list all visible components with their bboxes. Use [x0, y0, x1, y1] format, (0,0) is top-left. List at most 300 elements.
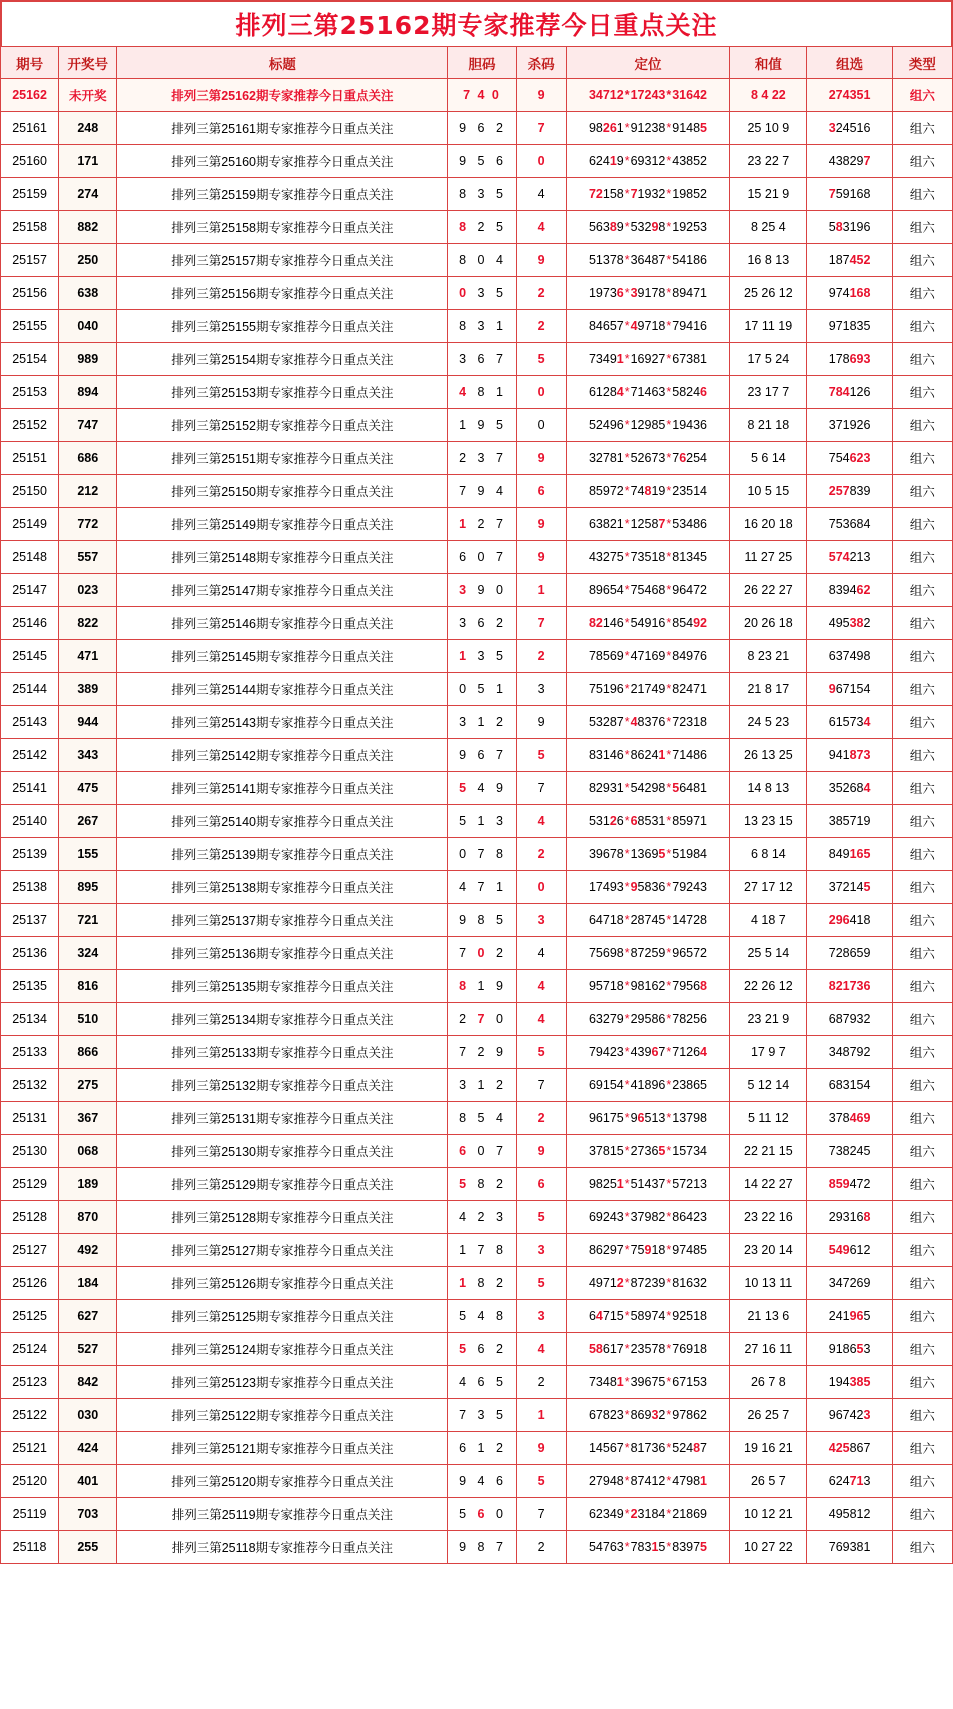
digit: 1	[602, 814, 610, 828]
table-row[interactable]	[1, 1036, 953, 1069]
digit: 6	[658, 616, 666, 630]
digit: 1	[616, 1375, 624, 1389]
cell-dan-code	[448, 838, 516, 871]
digit: 1	[856, 1474, 864, 1488]
digit: 7	[609, 484, 617, 498]
cell-sha-code: 2	[516, 277, 566, 310]
digit: 7	[672, 451, 680, 465]
separator-dot: *	[666, 1078, 672, 1092]
table-row[interactable]	[1, 1432, 953, 1465]
digit: 5	[616, 550, 624, 564]
digit: 0	[459, 286, 469, 300]
cell-title[interactable]: 排列三第25128期专家推荐今日重点关注	[117, 1201, 448, 1234]
cell-title[interactable]: 排列三第25151期专家推荐今日重点关注	[117, 442, 448, 475]
table-row[interactable]	[1, 1003, 953, 1036]
digit: 9	[849, 418, 857, 432]
digit: 7	[588, 187, 596, 201]
cell-title[interactable]: 排列三第25139期专家推荐今日重点关注	[117, 838, 448, 871]
cell-title[interactable]: 排列三第25149期专家推荐今日重点关注	[117, 508, 448, 541]
cell-title[interactable]: 排列三第25142期专家推荐今日重点关注	[117, 739, 448, 772]
cell-position	[566, 409, 730, 442]
digit: 9	[672, 1309, 680, 1323]
digit: 8	[828, 1177, 836, 1191]
cell-open-number: 275	[59, 1069, 117, 1102]
cell-title[interactable]: 排列三第25131期专家推荐今日重点关注	[117, 1102, 448, 1135]
digit: 4	[828, 616, 836, 630]
digit: 8	[842, 1111, 850, 1125]
cell-title[interactable]: 排列三第25141期专家推荐今日重点关注	[117, 772, 448, 805]
digit: 4	[686, 121, 694, 135]
digit: 5	[609, 319, 617, 333]
digit: 4	[842, 1375, 850, 1389]
cell-type: 组六	[892, 376, 952, 409]
digit: 9	[616, 154, 624, 168]
digit: 1	[637, 1441, 645, 1455]
digit: 6	[616, 748, 624, 762]
table-row[interactable]	[1, 1135, 953, 1168]
cell-position	[566, 838, 730, 871]
table-row[interactable]	[1, 1267, 953, 1300]
digit: 7	[828, 1540, 836, 1554]
digit: 3	[616, 1408, 624, 1422]
digit: 4	[672, 1474, 680, 1488]
digit: 1	[842, 418, 850, 432]
cell-title[interactable]: 排列三第25119期专家推荐今日重点关注	[117, 1498, 448, 1531]
table-row[interactable]	[1, 871, 953, 904]
table-row[interactable]	[1, 211, 953, 244]
cell-dan-code	[448, 1465, 516, 1498]
cell-title[interactable]: 排列三第25137期专家推荐今日重点关注	[117, 904, 448, 937]
cell-sum: 26 7 8	[730, 1366, 807, 1399]
cell-title[interactable]: 排列三第25143期专家推荐今日重点关注	[117, 706, 448, 739]
cell-title[interactable]: 排列三第25161期专家推荐今日重点关注	[117, 112, 448, 145]
cell-type: 组六	[892, 1069, 952, 1102]
digit: 9	[644, 352, 652, 366]
digit: 9	[495, 1045, 505, 1059]
table-row[interactable]	[1, 178, 953, 211]
digit: 7	[658, 1045, 666, 1059]
cell-title[interactable]: 排列三第25162期专家推荐今日重点关注	[117, 79, 448, 112]
cell-sha-code: 4	[516, 178, 566, 211]
table-row[interactable]	[1, 1234, 953, 1267]
digit: 9	[459, 748, 469, 762]
table-row[interactable]	[1, 739, 953, 772]
table-row[interactable]	[1, 1465, 953, 1498]
cell-title[interactable]: 排列三第25150期专家推荐今日重点关注	[117, 475, 448, 508]
cell-title[interactable]: 排列三第25160期专家推荐今日重点关注	[117, 145, 448, 178]
digit: 6	[658, 715, 666, 729]
digit: 7	[644, 1441, 652, 1455]
table-row[interactable]	[1, 1498, 953, 1531]
digit: 3	[693, 1144, 701, 1158]
cell-position	[566, 376, 730, 409]
separator-dot: *	[666, 1177, 672, 1191]
digit: 7	[637, 1276, 645, 1290]
table-row[interactable]	[1, 112, 953, 145]
digit: 1	[693, 1342, 701, 1356]
digit: 9	[658, 682, 666, 696]
table-row[interactable]	[1, 1366, 953, 1399]
digit: 1	[588, 880, 596, 894]
cell-title[interactable]: 排列三第25156期专家推荐今日重点关注	[117, 277, 448, 310]
digit: 5	[835, 781, 843, 795]
digit: 8	[693, 121, 701, 135]
digit: 7	[693, 814, 701, 828]
cell-title[interactable]: 排列三第25159期专家推荐今日重点关注	[117, 178, 448, 211]
cell-title[interactable]: 排列三第25154期专家推荐今日重点关注	[117, 343, 448, 376]
digit: 2	[616, 484, 624, 498]
cell-title[interactable]: 排列三第25146期专家推荐今日重点关注	[117, 607, 448, 640]
digit: 9	[679, 220, 687, 234]
cell-title[interactable]: 排列三第25134期专家推荐今日重点关注	[117, 1003, 448, 1036]
digit: 6	[828, 649, 836, 663]
table-row[interactable]	[1, 244, 953, 277]
digit: 9	[459, 154, 469, 168]
digit: 4	[477, 1309, 487, 1323]
cell-sha-code: 0	[516, 145, 566, 178]
separator-dot: *	[624, 352, 630, 366]
table-row[interactable]	[1, 706, 953, 739]
cell-sum: 26 22 27	[730, 574, 807, 607]
cell-position	[566, 343, 730, 376]
cell-zuxuan	[807, 1003, 892, 1036]
digit: 1	[856, 913, 864, 927]
digit: 2	[686, 451, 694, 465]
digit: 8	[616, 979, 624, 993]
cell-issue: 25135	[1, 970, 59, 1003]
digit: 9	[644, 1408, 652, 1422]
cell-dan-code	[448, 1003, 516, 1036]
separator-dot: *	[666, 352, 672, 366]
digit: 2	[863, 1507, 871, 1521]
cell-sha-code: 7	[516, 607, 566, 640]
digit: 8	[835, 814, 843, 828]
table-row[interactable]	[1, 1168, 953, 1201]
separator-dot: *	[624, 1474, 630, 1488]
table-row[interactable]	[1, 640, 953, 673]
cell-title[interactable]: 排列三第25145期专家推荐今日重点关注	[117, 640, 448, 673]
cell-open-number: 895	[59, 871, 117, 904]
digit: 8	[835, 1012, 843, 1026]
table-row[interactable]	[1, 409, 953, 442]
digit: 9	[616, 1012, 624, 1026]
table-row[interactable]	[1, 970, 953, 1003]
cell-title[interactable]: 排列三第25155期专家推荐今日重点关注	[117, 310, 448, 343]
digit: 5	[856, 1078, 864, 1092]
cell-title[interactable]: 排列三第25124期专家推荐今日重点关注	[117, 1333, 448, 1366]
table-row[interactable]	[1, 343, 953, 376]
digit: 3	[477, 286, 487, 300]
digit: 4	[651, 682, 659, 696]
cell-dan-code	[448, 145, 516, 178]
digit: 9	[842, 583, 850, 597]
table-row[interactable]	[1, 1531, 953, 1564]
digit: 3	[693, 418, 701, 432]
digit: 2	[835, 121, 843, 135]
digit: 3	[849, 1540, 857, 1554]
digit: 5	[849, 121, 857, 135]
digit: 1	[863, 1540, 871, 1554]
cell-issue: 25162	[1, 79, 59, 112]
digit: 9	[477, 418, 487, 432]
digit: 8	[658, 220, 666, 234]
table-row[interactable]	[1, 1201, 953, 1234]
digit: 6	[849, 451, 857, 465]
digit: 7	[495, 1144, 505, 1158]
digit: 7	[616, 319, 624, 333]
digit: 2	[828, 1309, 836, 1323]
table-row[interactable]	[1, 607, 953, 640]
cell-open-number: 816	[59, 970, 117, 1003]
digit: 5	[495, 220, 505, 234]
digit: 7	[686, 1144, 694, 1158]
cell-title[interactable]: 排列三第25118期专家推荐今日重点关注	[117, 1531, 448, 1564]
cell-open-number: 703	[59, 1498, 117, 1531]
cell-dan-code	[448, 1432, 516, 1465]
digit: 3	[842, 1078, 850, 1092]
cell-position	[566, 673, 730, 706]
cell-sum: 22 26 12	[730, 970, 807, 1003]
cell-title[interactable]: 排列三第25144期专家推荐今日重点关注	[117, 673, 448, 706]
cell-title[interactable]: 排列三第25129期专家推荐今日重点关注	[117, 1168, 448, 1201]
cell-title[interactable]: 排列三第25123期专家推荐今日重点关注	[117, 1366, 448, 1399]
digit: 3	[863, 1342, 871, 1356]
table-row[interactable]	[1, 1102, 953, 1135]
cell-position: 34712*17243*31642	[566, 79, 730, 112]
table-row[interactable]	[1, 475, 953, 508]
cell-title[interactable]: 排列三第25130期专家推荐今日重点关注	[117, 1135, 448, 1168]
digit: 3	[686, 715, 694, 729]
digit: 8	[700, 913, 707, 927]
digit: 4	[686, 517, 694, 531]
digit: 2	[686, 1012, 694, 1026]
cell-title[interactable]: 排列三第25158期专家推荐今日重点关注	[117, 211, 448, 244]
separator-dot: *	[624, 418, 630, 432]
cell-title[interactable]: 排列三第25157期专家推荐今日重点关注	[117, 244, 448, 277]
table-row[interactable]	[1, 1069, 953, 1102]
digit: 7	[644, 319, 652, 333]
digit: 2	[644, 121, 652, 135]
digit: 8	[637, 715, 645, 729]
cell-type: 组六	[892, 1465, 952, 1498]
cell-title[interactable]: 排列三第25152期专家推荐今日重点关注	[117, 409, 448, 442]
digit: 6	[595, 1243, 603, 1257]
digit: 9	[637, 286, 645, 300]
cell-type: 组六	[892, 541, 952, 574]
digit: 1	[477, 715, 487, 729]
digit: 4	[693, 550, 701, 564]
digit: 1	[849, 1078, 857, 1092]
cell-title[interactable]: 排列三第25125期专家推荐今日重点关注	[117, 1300, 448, 1333]
cell-title[interactable]: 排列三第25138期专家推荐今日重点关注	[117, 871, 448, 904]
digit: 5	[644, 1111, 652, 1125]
digit: 4	[637, 484, 645, 498]
digit: 2	[602, 1210, 610, 1224]
digit: 8	[609, 715, 617, 729]
table-row[interactable]	[1, 376, 953, 409]
digit: 2	[595, 451, 603, 465]
digit: 6	[863, 979, 871, 993]
cell-sha-code: 2	[516, 1102, 566, 1135]
digit: 9	[616, 649, 624, 663]
cell-dan-code	[448, 673, 516, 706]
table-row[interactable]	[1, 1333, 953, 1366]
digit: 4	[828, 154, 836, 168]
digit: 2	[644, 1276, 652, 1290]
digit: 5	[672, 385, 680, 399]
digit: 6	[609, 1441, 617, 1455]
cell-title[interactable]: 排列三第25153期专家推荐今日重点关注	[117, 376, 448, 409]
digit: 7	[672, 319, 680, 333]
cell-title[interactable]: 排列三第25120期专家推荐今日重点关注	[117, 1465, 448, 1498]
cell-type: 组六	[892, 574, 952, 607]
table-row[interactable]	[1, 145, 953, 178]
digit: 0	[459, 847, 469, 861]
digit: 5	[609, 1177, 617, 1191]
digit: 8	[672, 1210, 680, 1224]
digit: 7	[835, 319, 843, 333]
digit: 4	[595, 1309, 603, 1323]
cell-issue: 25131	[1, 1102, 59, 1135]
cell-title[interactable]: 排列三第25127期专家推荐今日重点关注	[117, 1234, 448, 1267]
digit: 0	[495, 1507, 505, 1521]
table-row[interactable]	[1, 838, 953, 871]
digit: 7	[842, 1012, 850, 1026]
cell-title[interactable]: 排列三第25121期专家推荐今日重点关注	[117, 1432, 448, 1465]
cell-issue: 25133	[1, 1036, 59, 1069]
digit: 7	[459, 946, 469, 960]
separator-dot: *	[624, 1177, 630, 1191]
digit: 7	[856, 1177, 864, 1191]
digit: 7	[616, 715, 624, 729]
digit: 5	[616, 1144, 624, 1158]
cell-issue: 25128	[1, 1201, 59, 1234]
digit: 6	[856, 1276, 864, 1290]
digit: 2	[679, 715, 687, 729]
cell-sha-code: 1	[516, 1399, 566, 1432]
digit: 5	[595, 484, 603, 498]
digit: 5	[658, 1144, 666, 1158]
cell-zuxuan	[807, 145, 892, 178]
digit: 9	[856, 352, 864, 366]
digit: 3	[477, 451, 487, 465]
cell-zuxuan	[807, 1531, 892, 1564]
cell-title[interactable]: 排列三第25133期专家推荐今日重点关注	[117, 1036, 448, 1069]
digit: 3	[495, 814, 505, 828]
digit: 4	[863, 781, 871, 795]
column-header-dan: 胆码	[448, 47, 516, 79]
digit: 7	[835, 550, 843, 564]
cell-type: 组六	[892, 871, 952, 904]
digit: 3	[856, 484, 864, 498]
table-row[interactable]	[1, 805, 953, 838]
digit: 1	[651, 1474, 659, 1488]
digit: 1	[609, 1342, 617, 1356]
separator-dot: *	[666, 121, 672, 135]
table-row[interactable]	[1, 574, 953, 607]
digit: 9	[637, 1012, 645, 1026]
digit: 8	[863, 187, 871, 201]
cell-open-number: 747	[59, 409, 117, 442]
digit: 5	[602, 649, 610, 663]
digit: 5	[672, 847, 680, 861]
table-row[interactable]	[1, 442, 953, 475]
digit: 3	[651, 1441, 659, 1455]
digit: 9	[658, 484, 666, 498]
digit: 1	[693, 1177, 701, 1191]
table-row[interactable]	[1, 1300, 953, 1333]
digit: 4	[835, 1045, 843, 1059]
digit: 2	[609, 1408, 617, 1422]
digit: 1	[477, 814, 487, 828]
digit: 1	[700, 286, 707, 300]
cell-open-number: 510	[59, 1003, 117, 1036]
cell-sum: 6 8 14	[730, 838, 807, 871]
digit: 3	[637, 1045, 645, 1059]
digit: 1	[856, 550, 864, 564]
cell-zuxuan	[807, 1432, 892, 1465]
table-row[interactable]	[1, 673, 953, 706]
digit: 8	[849, 484, 857, 498]
digit: 8	[842, 1144, 850, 1158]
digit: 1	[828, 1375, 836, 1389]
cell-sum: 17 11 19	[730, 310, 807, 343]
table-row[interactable]	[1, 772, 953, 805]
digit: 2	[863, 1012, 871, 1026]
digit: 3	[644, 715, 652, 729]
cell-sum: 26 13 25	[730, 739, 807, 772]
digit: 3	[609, 286, 617, 300]
digit: 8	[477, 385, 487, 399]
digit: 3	[595, 814, 603, 828]
table-row[interactable]	[1, 508, 953, 541]
table-row[interactable]	[1, 937, 953, 970]
cell-title[interactable]: 排列三第25132期专家推荐今日重点关注	[117, 1069, 448, 1102]
cell-title[interactable]: 排列三第25148期专家推荐今日重点关注	[117, 541, 448, 574]
table-row[interactable]	[1, 1399, 953, 1432]
digit: 7	[637, 1144, 645, 1158]
cell-title[interactable]: 排列三第25140期专家推荐今日重点关注	[117, 805, 448, 838]
cell-title[interactable]: 排列三第25126期专家推荐今日重点关注	[117, 1267, 448, 1300]
table-row[interactable]	[1, 904, 953, 937]
digit: 1	[616, 781, 624, 795]
cell-sha-code: 6	[516, 475, 566, 508]
digit: 6	[609, 649, 617, 663]
table-row[interactable]	[1, 79, 953, 112]
digit: 6	[609, 1540, 617, 1554]
cell-zuxuan	[807, 310, 892, 343]
digit: 6	[637, 748, 645, 762]
digit: 2	[630, 913, 638, 927]
digit: 6	[644, 451, 652, 465]
digit: 8	[693, 1474, 701, 1488]
cell-title[interactable]: 排列三第25147期专家推荐今日重点关注	[117, 574, 448, 607]
cell-title[interactable]: 排列三第25136期专家推荐今日重点关注	[117, 937, 448, 970]
digit: 9	[630, 121, 638, 135]
table-row[interactable]	[1, 310, 953, 343]
cell-title[interactable]: 排列三第25135期专家推荐今日重点关注	[117, 970, 448, 1003]
digit: 4	[616, 583, 624, 597]
cell-title[interactable]: 排列三第25122期专家推荐今日重点关注	[117, 1399, 448, 1432]
page-title-bar	[0, 0, 953, 46]
table-row[interactable]	[1, 541, 953, 574]
digit: 9	[602, 484, 610, 498]
cell-type: 组六	[892, 1333, 952, 1366]
cell-dan-code	[448, 1102, 516, 1135]
table-row[interactable]	[1, 277, 953, 310]
digit: 6	[658, 880, 666, 894]
digit: 9	[637, 154, 645, 168]
